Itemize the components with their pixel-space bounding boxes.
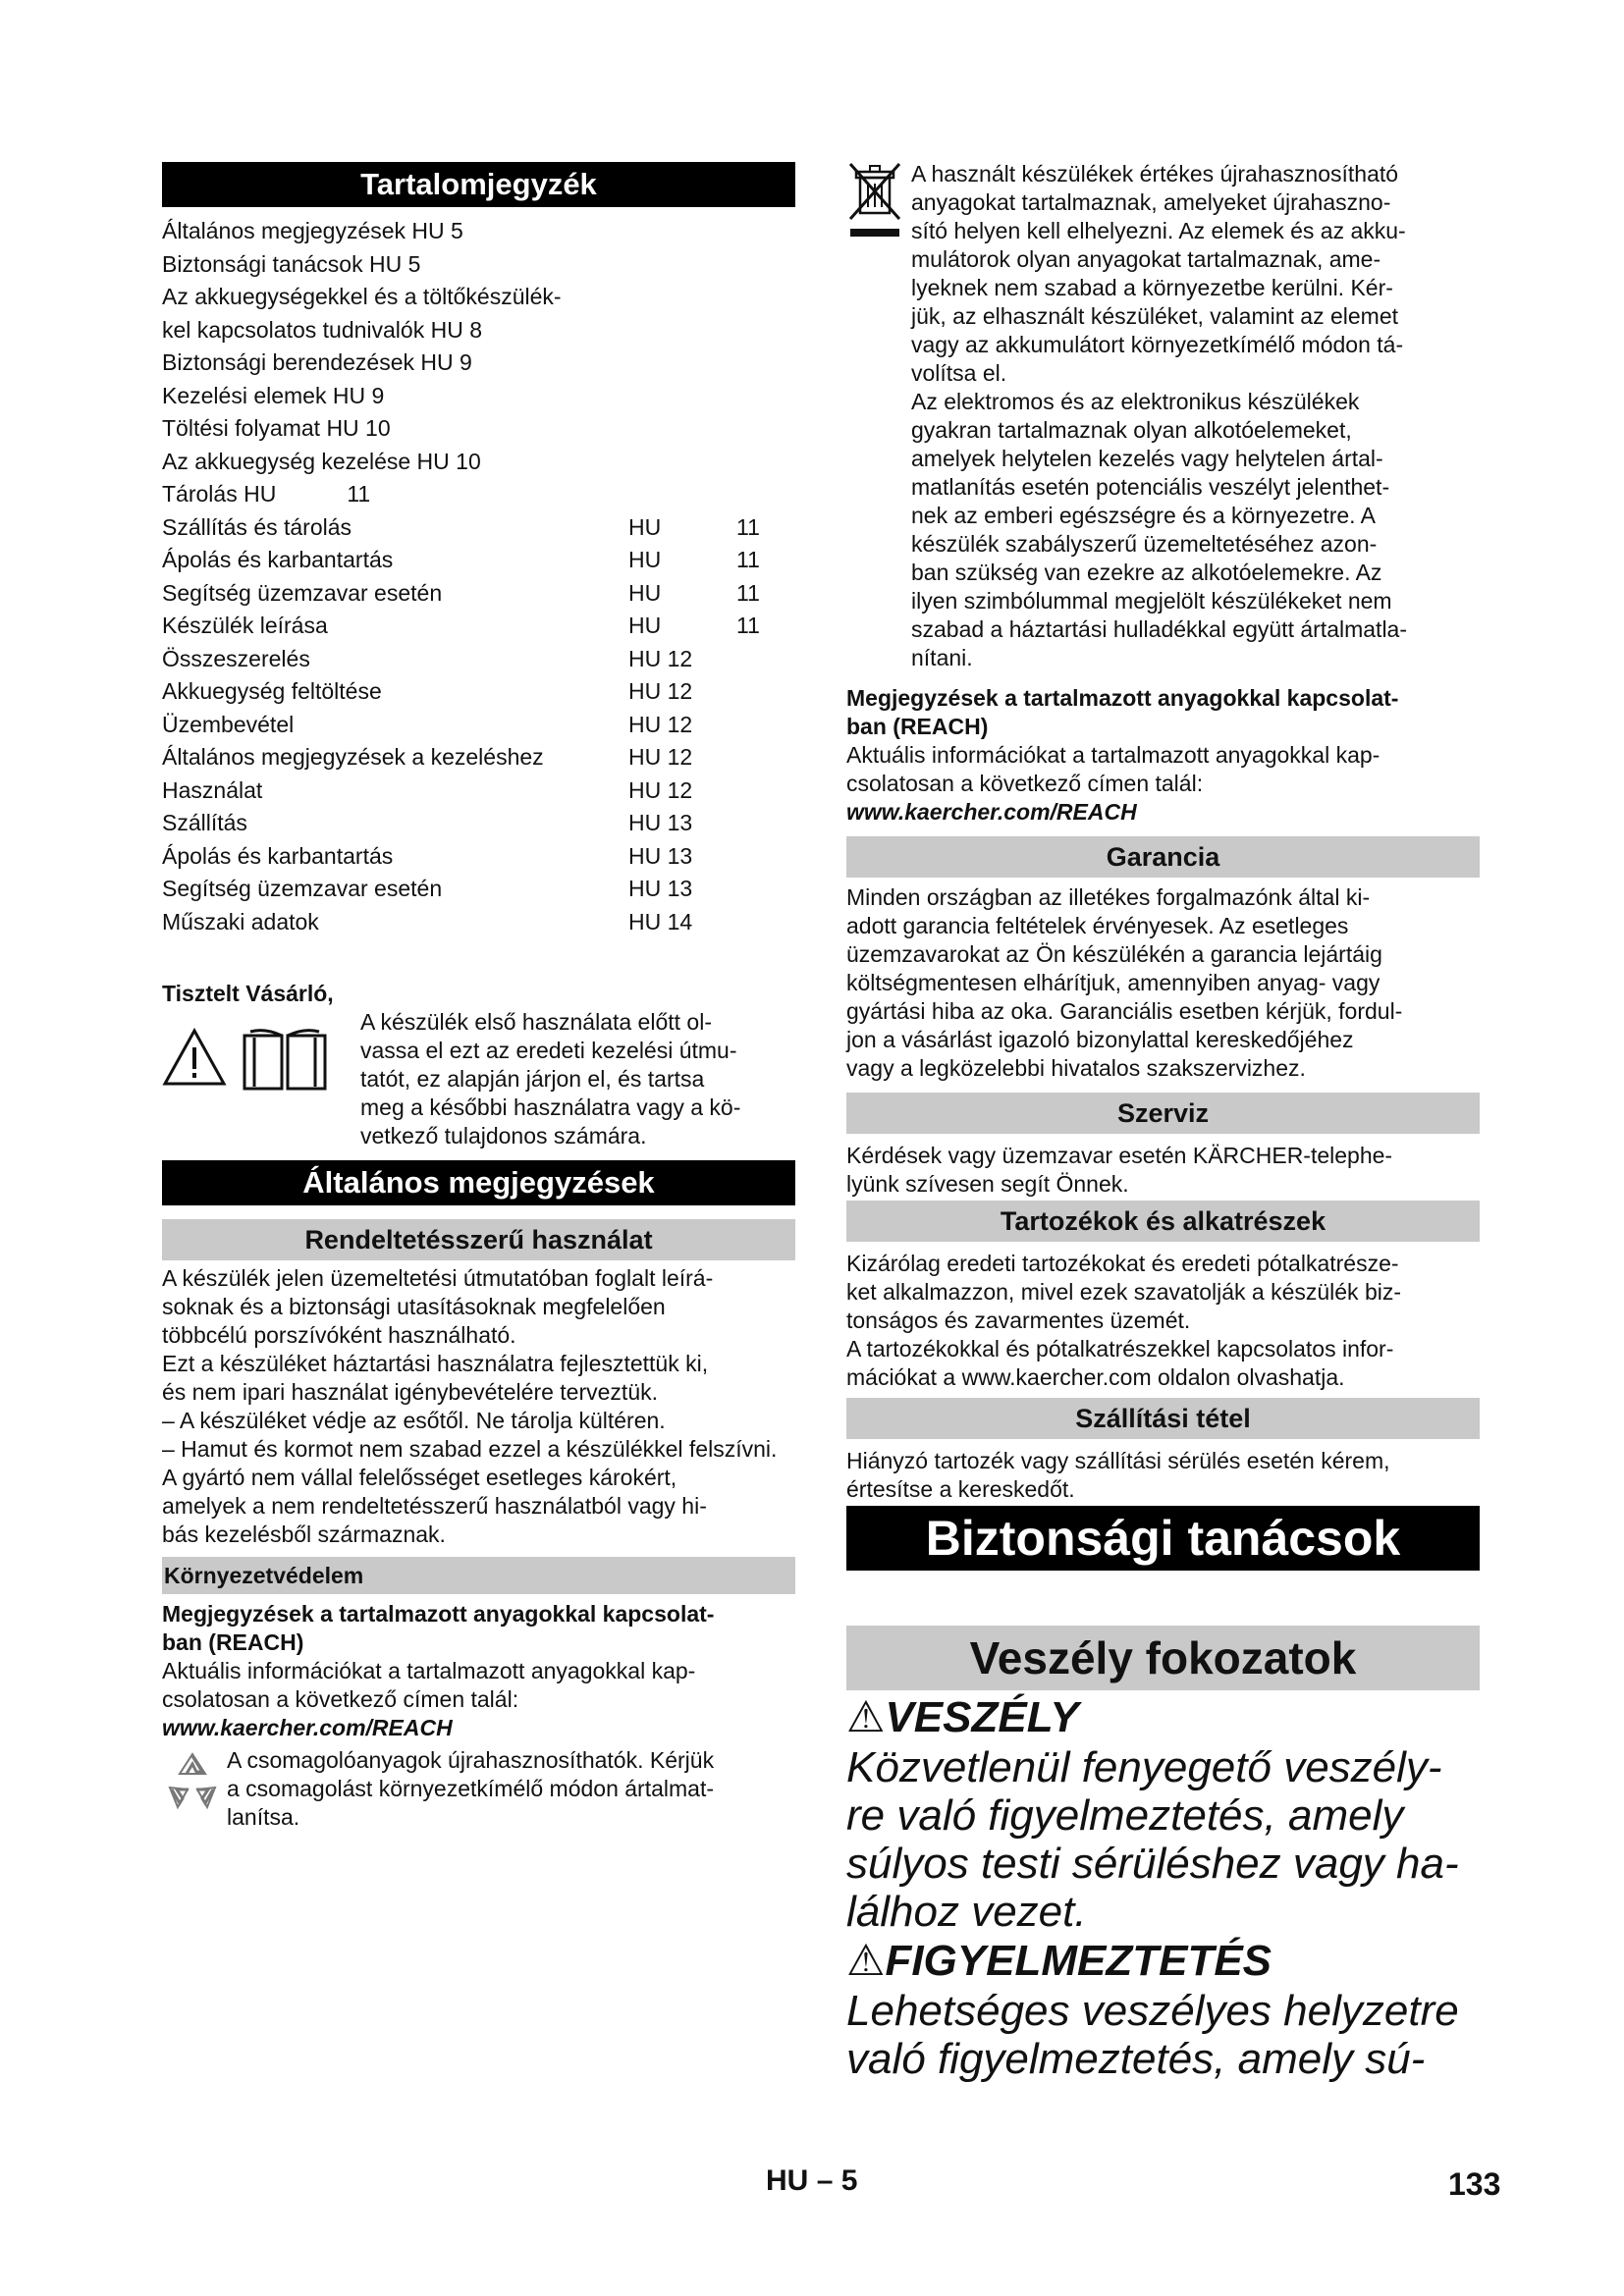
warning-line: való figyelmeztetés, amely sú- <box>846 2035 1426 2083</box>
dear-customer-line: vassa el ezt az eredeti kezelési útmu- <box>360 1038 737 1063</box>
dear-customer-line: A készülék első használata előtt ol- <box>360 1009 712 1035</box>
recycle-icon <box>162 1750 223 1809</box>
toc-row-title: Szállítás <box>162 810 247 835</box>
paragraph-line: ket alkalmazzon, mivel ezek szavatolják a készülék biz- <box>846 1279 1402 1305</box>
toc-row-title: Használat <box>162 776 263 803</box>
paragraph-line: készülék szabályszerű üzemeltetéséhez azon- <box>911 531 1378 557</box>
accessories-title: Tartozékok és alkatrészek <box>846 1201 1480 1242</box>
toc-row-hu: HU <box>628 613 662 638</box>
toc-row <box>162 544 795 577</box>
delivery-title: Szállítási tétel <box>846 1398 1480 1439</box>
warning-heading <box>846 1936 1480 1987</box>
dear-customer <box>162 980 795 1150</box>
toc-row-page: 11 <box>736 547 760 572</box>
paragraph-line: Hiányzó tartozék vagy szállítási sérülés esetén kérem, <box>846 1448 1390 1473</box>
general-title: Általános megjegyzések <box>162 1160 795 1205</box>
reach-heading: ban (REACH) <box>846 714 989 739</box>
reach-heading: Megjegyzések a tartalmazott anyagokkal kapcsolat- <box>162 1601 715 1627</box>
toc-line: Kezelési elemek HU 9 <box>162 382 385 408</box>
toc-line: Biztonsági berendezések HU 9 <box>162 349 472 375</box>
danger-line: lálhoz vezet. <box>846 1888 1087 1936</box>
toc-row-hu: HU 13 <box>628 810 693 835</box>
toc-line: Általános megjegyzések HU 5 <box>162 218 463 243</box>
toc-row-page: 11 <box>736 613 760 638</box>
recycle-text <box>227 1746 714 1832</box>
reach-heading: Megjegyzések a tartalmazott anyagokkal kapcsolat- <box>846 685 1399 711</box>
danger-line: súlyos testi sérüléshez vagy ha- <box>846 1840 1459 1888</box>
warning-triangle-icon <box>162 1028 227 1087</box>
toc-row-hu: HU 12 <box>628 645 693 671</box>
footer-dash: – <box>816 2164 834 2197</box>
intended-use-title: Rendeltetésszerű használat <box>162 1219 795 1260</box>
environment-title: Környezetvédelem <box>162 1557 795 1594</box>
toc-row-title: Általános megjegyzések a kezeléshez <box>162 744 544 770</box>
toc-row-hu: HU 12 <box>628 776 693 803</box>
warranty-title: Garancia <box>846 836 1480 878</box>
toc-row <box>162 643 795 676</box>
paragraph-line: lanítsa. <box>227 1804 300 1830</box>
toc-row <box>162 774 795 808</box>
hazard-levels-title: Veszély fokozatok <box>846 1626 1480 1690</box>
toc-row <box>162 675 795 709</box>
toc-row-title: Ápolás és karbantartás <box>162 842 394 869</box>
paragraph-line: nek az emberi egészségre és a környezetre. A <box>911 503 1377 528</box>
weee-icon-wrap <box>846 160 911 672</box>
paragraph-line: vagy az akkumulátort környezetkímélő módon tá- <box>911 332 1404 357</box>
toc-row-title: Ápolás és karbantartás <box>162 547 394 572</box>
paragraph-line: volítsa el. <box>911 360 1007 386</box>
toc-line: kel kapcsolatos tudnivalók HU 8 <box>162 316 482 343</box>
warning-symbol-icon: ⚠ <box>846 1937 886 1985</box>
paragraph-line: többcélú porszívóként használható. <box>162 1322 516 1348</box>
paragraph-line: Aktuális információkat a tartalmazott anyagokkal kap- <box>162 1658 696 1683</box>
paragraph-line: Kizárólag eredeti tartozékokat és eredeti pótalkatrésze- <box>846 1251 1399 1276</box>
paragraph-line: költségmentesen elhárítjuk, amennyiben anyag- vagy <box>846 970 1380 995</box>
toc-row-page <box>736 873 795 906</box>
toc-row-hu: HU <box>628 513 662 540</box>
paragraph-line: vagy a legközelebbi hivatalos szakszervizhez. <box>846 1055 1306 1081</box>
toc-row-hu: HU 12 <box>628 678 693 704</box>
paragraph-line: A használt készülékek értékes újrahasznosítható <box>911 161 1399 187</box>
toc-row-page <box>736 675 795 709</box>
hazard-warning <box>846 1936 1480 2083</box>
toc-line: Az akkuegységekkel és a töltőkészülék- <box>162 284 562 309</box>
paragraph-line: Minden országban az illetékes forgalmazónk által ki- <box>846 884 1371 910</box>
paragraph-line: értesítse a kereskedőt. <box>846 1476 1075 1502</box>
safety-title: Biztonsági tanácsok <box>846 1506 1480 1571</box>
toc-row-page <box>736 741 795 774</box>
dear-customer-text <box>360 1008 740 1150</box>
toc-line: Töltési folyamat HU 10 <box>162 415 391 441</box>
paragraph-line: A csomagolóanyagok újrahasznosíthatók. Kérjük <box>227 1747 715 1773</box>
right-column <box>846 160 1480 2083</box>
weee-text <box>911 160 1407 672</box>
toc-row-hu: HU 14 <box>628 908 693 934</box>
footer-section-page: 5 <box>840 2164 858 2197</box>
paragraph-line: sító helyen kell elhelyezni. Az elemek és az akku- <box>911 218 1406 243</box>
toc-row-hu: HU <box>628 579 662 606</box>
dear-customer-row <box>162 1008 795 1150</box>
danger-line: Közvetlenül fenyegető veszély- <box>846 1743 1442 1791</box>
paragraph-line: Aktuális információkat a tartalmazott anyagokkal kap- <box>846 742 1380 768</box>
warning-line: Lehetséges veszélyes helyzetre <box>846 1987 1459 2035</box>
recycle-row <box>162 1746 795 1832</box>
dear-customer-line: tatót, ez alapján járjon el, és tartsa <box>360 1066 705 1092</box>
paragraph-line: adott garancia feltételek érvényesek. Az esetleges <box>846 913 1349 938</box>
paragraph-line: a csomagolást környezetkímélő módon ártalmat- <box>227 1776 714 1801</box>
paragraph-line: jük, az elhasznált készüléket, valamint az elemet <box>911 303 1399 329</box>
paragraph-line: és nem ipari használat igénybevételére terveztük. <box>162 1379 659 1405</box>
paragraph-line: gyártási hiba az oka. Garanciális esetben kérjük, fordul- <box>846 998 1403 1024</box>
paragraph-line: mulátorok olyan anyagokat tartalmaznak, ame- <box>911 246 1381 272</box>
delivery-text <box>846 1447 1480 1504</box>
service-title: Szerviz <box>846 1093 1480 1134</box>
paragraph-line: anyagokat tartalmaznak, amelyeket újrahaszno- <box>911 189 1391 215</box>
paragraph-line: jon a vásárlást igazoló bizonylattal kereskedőjéhez <box>846 1027 1354 1052</box>
danger-heading <box>846 1692 1480 1743</box>
paragraph-line: ban szükség van ezekre az alkotóelemekre. Az <box>911 560 1382 585</box>
toc-row <box>162 709 795 742</box>
paragraph-line: amelyek helytelen kezelés vagy helytelen ártal- <box>911 446 1383 471</box>
toc-row-page: 11 <box>736 579 760 606</box>
dear-customer-heading: Tisztelt Vásárló, <box>162 981 334 1006</box>
reach-link[interactable]: www.kaercher.com/REACH <box>162 1715 453 1740</box>
toc-line: Az akkuegység kezelése HU 10 <box>162 448 481 474</box>
reach-heading: ban (REACH) <box>162 1629 304 1655</box>
paragraph-line: tonságos és zavarmentes üzemét. <box>846 1308 1191 1333</box>
dear-customer-line: vetkező tulajdonos számára. <box>360 1123 647 1148</box>
toc-row-title: Segítség üzemzavar esetén <box>162 876 443 901</box>
toc-line: Biztonsági tanácsok HU 5 <box>162 250 421 277</box>
toc-row <box>162 840 795 874</box>
book-icon <box>241 1028 329 1095</box>
toc-row-page: 11 <box>736 513 760 540</box>
service-text <box>846 1142 1480 1199</box>
paragraph-line: A készülék jelen üzemeltetési útmutatóban foglalt leírá- <box>162 1265 714 1291</box>
crossed-bin-icon <box>846 160 903 239</box>
toc-row <box>162 741 795 774</box>
paragraph-line: A gyártó nem vállal felelősséget esetleges károkért, <box>162 1465 677 1490</box>
toc-row-page <box>736 807 795 840</box>
toc-row-hu: HU 12 <box>628 711 693 737</box>
toc-row-title: Készülék leírása <box>162 613 328 638</box>
paragraph-line: bás kezelésből származnak. <box>162 1522 446 1547</box>
paragraph-line: lyünk szívesen segít Önnek. <box>846 1171 1129 1197</box>
toc-row-title: Összeszerelés <box>162 645 310 671</box>
weee-block <box>846 160 1480 672</box>
toc-row <box>162 577 795 611</box>
warranty-text <box>846 883 1480 1083</box>
paragraph-line: soknak és a biztonsági utasításoknak megfelelően <box>162 1294 666 1319</box>
toc-row <box>162 873 795 906</box>
toc-row-hu: HU <box>628 547 662 572</box>
paragraph-line: lyeknek nem szabad a környezetbe kerülni. Kér- <box>911 275 1393 300</box>
dash-item: – A készüléket védje az esőtől. Ne tárolja kültéren. <box>162 1408 666 1433</box>
left-column <box>162 162 795 1832</box>
toc-row-page <box>736 840 795 874</box>
toc-row <box>162 807 795 840</box>
toc <box>162 215 795 938</box>
danger-line: re való figyelmeztetés, amely <box>846 1791 1404 1840</box>
paragraph-line: A tartozékokkal és pótalkatrészekkel kapcsolatos infor- <box>846 1336 1394 1362</box>
toc-row-title: Szállítás és tárolás <box>162 513 352 540</box>
paragraph-line: nítani. <box>911 645 973 670</box>
toc-row-page <box>736 774 795 808</box>
paragraph-line: csolatosan a következő címen talál: <box>846 771 1204 796</box>
dear-customer-line: meg a későbbi használatra vagy a kö- <box>360 1095 741 1120</box>
toc-row-title: Akkuegység feltöltése <box>162 678 382 704</box>
toc-row-title: Üzembevétel <box>162 711 295 737</box>
toc-row <box>162 906 795 939</box>
paragraph-line: szabad a háztartási hulladékkal együtt ártalmatla- <box>911 616 1408 642</box>
paragraph-line: Kérdések vagy üzemzavar esetén KÄRCHER-telephe- <box>846 1143 1393 1168</box>
paragraph-line: gyakran tartalmaznak olyan alkotóelemeket, <box>911 417 1352 443</box>
right-reach <box>846 684 1480 827</box>
toc-row-hu: HU 12 <box>628 744 693 770</box>
paragraph-line: ilyen szimbólummal megjelölt készülékeket nem <box>911 588 1392 614</box>
danger-label: VESZÉLY <box>885 1693 1079 1741</box>
paragraph-line: matlanítás esetén potenciális veszélyt jelenthet- <box>911 474 1390 500</box>
footer-section-code: HU <box>766 2164 809 2197</box>
paragraph-line: mációkat a www.kaercher.com oldalon olvashatja. <box>846 1364 1345 1390</box>
accessories-text <box>846 1250 1480 1392</box>
toc-title: Tartalomjegyzék <box>162 162 795 207</box>
toc-row <box>162 610 795 643</box>
paragraph-line: Ezt a készüléket háztartási használatra fejlesztettük ki, <box>162 1351 709 1376</box>
toc-row-page <box>736 643 795 676</box>
page-number: 133 <box>1448 2166 1501 2202</box>
reach-link[interactable]: www.kaercher.com/REACH <box>846 799 1137 825</box>
hazard-danger <box>846 1692 1480 1936</box>
toc-row-page <box>736 906 795 939</box>
intended-use-text <box>162 1264 795 1549</box>
toc-row-page <box>736 709 795 742</box>
toc-storage-page: 11 <box>347 481 371 507</box>
toc-row-hu: HU 13 <box>628 876 693 901</box>
warning-label: FIGYELMEZTETÉS <box>885 1937 1272 1985</box>
environment-text <box>162 1600 795 1832</box>
footer-section <box>766 2164 857 2198</box>
toc-row-title: Segítség üzemzavar esetén <box>162 579 443 606</box>
toc-storage-title: Tárolás HU <box>162 481 277 507</box>
toc-row-hu: HU 13 <box>628 842 693 869</box>
dash-item: – Hamut és kormot nem szabad ezzel a készülékkel felszívni. <box>162 1436 778 1462</box>
toc-row-title: Műszaki adatok <box>162 908 319 934</box>
toc-row <box>162 511 795 545</box>
toc-line-storage <box>162 478 795 511</box>
danger-symbol-icon: ⚠ <box>846 1693 886 1741</box>
paragraph-line: Az elektromos és az elektronikus készülékek <box>911 389 1360 414</box>
paragraph-line: csolatosan a következő címen talál: <box>162 1686 519 1712</box>
paragraph-line: üzemzavarokat az Ön készülékén a garancia lejártáig <box>846 941 1382 967</box>
manual-icons <box>162 1008 358 1150</box>
paragraph-line: amelyek a nem rendeltetésszerű használatból vagy hi- <box>162 1493 707 1519</box>
